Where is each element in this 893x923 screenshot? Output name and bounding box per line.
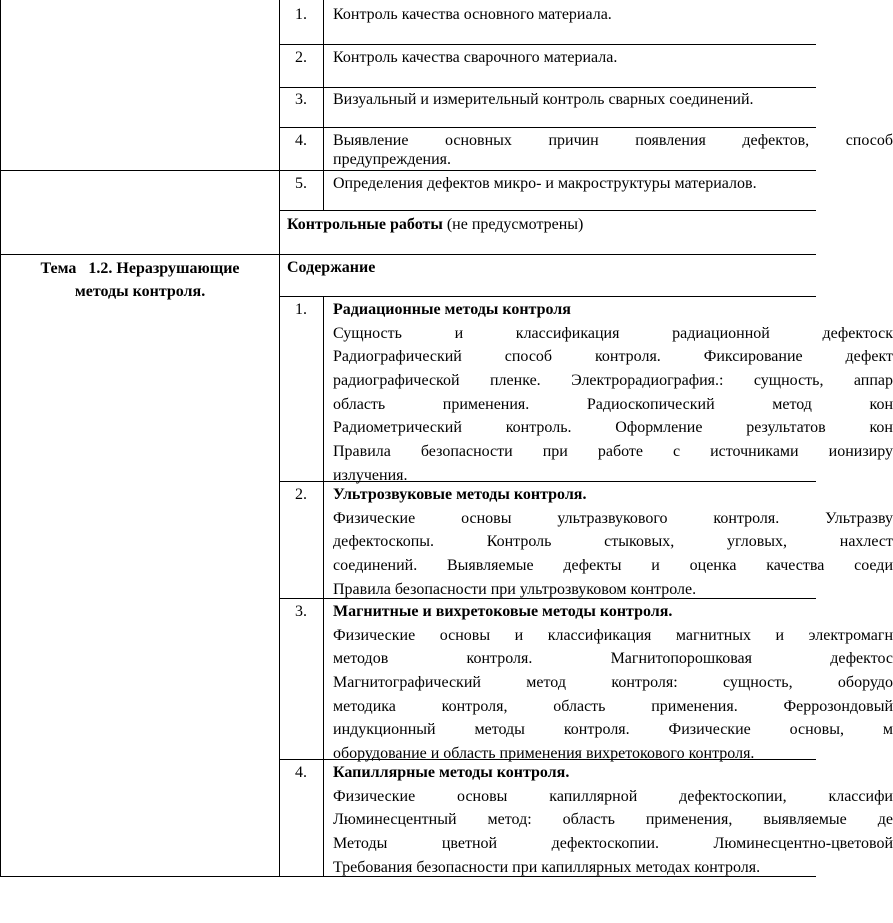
section-line: оборудование и область применения вихретокового контроля. <box>333 745 755 763</box>
section-line: область применения. Радиоскопический метод кон <box>333 395 893 413</box>
row-divider <box>279 44 816 45</box>
row-number: 2. <box>295 49 307 66</box>
section-line: Требования безопасности при капиллярных методах контроля. <box>333 858 761 876</box>
section-body <box>333 600 893 766</box>
table-border-left <box>0 0 1 876</box>
row-divider <box>279 127 816 128</box>
topic-heading <box>0 257 280 303</box>
row-divider <box>279 210 816 211</box>
table-border-number-column-lower <box>323 296 324 876</box>
section-line: дефектоскопы. Контроль стыковых, угловых, нахлест <box>333 533 893 551</box>
section-line: Физические основы капиллярной дефектоскопии, классифи <box>333 787 893 805</box>
topic-heading-line: Тема 1.2. Неразрушающие <box>40 260 240 277</box>
row-text-line: Выявление основных причин появления дефектов, способ <box>333 132 893 149</box>
section-line: Физические основы и классификация магнитных и электромагн <box>333 626 893 644</box>
section-line: радиографической пленке. Электрорадиография.: сущность, аппар <box>333 372 893 390</box>
section-line: Радиометрический контроль. Оформление результатов кон <box>333 419 893 437</box>
section-line: Сущность и классификация радиационной дефектоск <box>333 324 893 342</box>
section-line: Магнитографический метод контроля: сущность, оборудо <box>333 674 893 692</box>
section-title: Капиллярные методы контроля. <box>333 764 570 781</box>
section-line: излучения. <box>333 466 408 484</box>
section-line: Физические основы ультразвукового контроля. Ультразву <box>333 509 893 527</box>
row-number: 3. <box>295 91 307 108</box>
row-text: Визуальный и измерительный контроль сварных соединений. <box>333 91 754 108</box>
row-divider <box>0 254 816 255</box>
section-line: Люминесцентный метод: область применения, выявляемые де <box>333 811 893 829</box>
section-body <box>333 298 893 488</box>
section-number: 3. <box>295 603 307 620</box>
section-number: 2. <box>295 486 307 503</box>
section-line: Радиографический способ контроля. Фиксирование дефект <box>333 348 893 366</box>
control-works-note: (не предусмотрены) <box>442 216 584 233</box>
section-title: Радиационные методы контроля <box>333 301 571 318</box>
section-number: 1. <box>295 301 307 318</box>
topic-heading-line: методы контроля. <box>74 283 206 300</box>
row-text: Контроль качества сварочного материала. <box>333 49 618 66</box>
control-works-line <box>287 215 583 234</box>
section-title: Магнитные и вихретоковые методы контроля. <box>333 603 673 620</box>
row-number: 5. <box>295 175 307 192</box>
section-line: Правила безопасности при работе с источниками ионизиру <box>333 443 893 461</box>
control-works-label: Контрольные работы <box>287 216 443 233</box>
section-title: Ультрозвуковые методы контроля. <box>333 486 587 503</box>
row-text: Контроль качества основного материала. <box>333 6 612 23</box>
section-line: методика контроля, область применения. Феррозондовый <box>333 697 893 715</box>
row-divider <box>0 170 816 171</box>
section-body <box>333 483 893 601</box>
row-divider <box>279 87 816 88</box>
row-number: 1. <box>295 6 307 23</box>
section-number: 4. <box>295 764 307 781</box>
section-line: Методы цветной дефектоскопии. Люминесцентно-цветовой <box>333 835 893 853</box>
row-text: Определения дефектов микро- и макроструктуры материалов. <box>333 175 757 192</box>
section-line: методов контроля. Магнитопорошковая дефектос <box>333 650 893 668</box>
row-divider <box>279 296 816 297</box>
section-line: соединений. Выявляемые дефекты и оценка качества соеди <box>333 557 893 575</box>
section-body <box>333 761 893 879</box>
row-number: 4. <box>295 132 307 149</box>
section-line: Правила безопасности при ультрозвуковом контроле. <box>333 580 697 598</box>
content-label: Содержание <box>287 259 376 276</box>
row-text-line: предупреждения. <box>333 151 452 168</box>
section-line: индукционный методы контроля. Физические основы, м <box>333 721 893 739</box>
table-border-number-column <box>323 0 324 210</box>
